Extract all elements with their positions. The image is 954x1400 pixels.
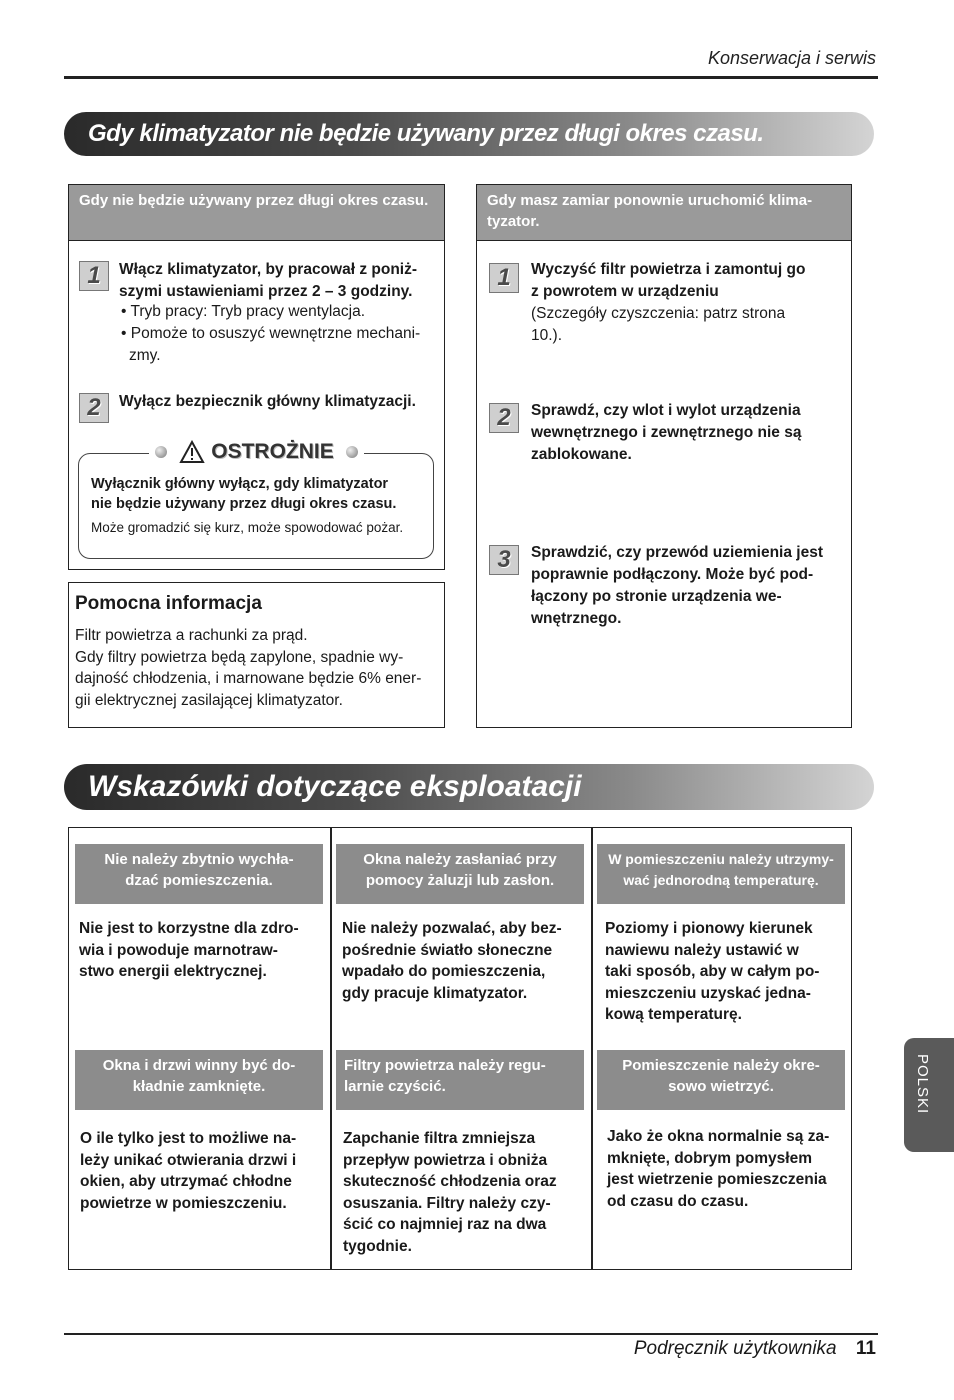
step-title: Sprawdzić, czy przewód uziemienia jest poprawnie podłączony. Może być pod- łączony po stronie urządzenia we- wnętrznego. (531, 544, 824, 627)
tip-text: O ile tylko jest to możliwe na- leży unikać otwierania drzwi i okien, aby utrzymać chłodne powietrze w pomieszczeniu. (80, 1130, 297, 1212)
section2-banner (64, 764, 874, 810)
step-number-badge: 2 (489, 403, 519, 433)
step-number-badge: 2 (79, 393, 109, 423)
restart-box (476, 184, 852, 728)
step-title: Sprawdź, czy wlot i wylot urządzenia wewnętrznego i zewnętrznego nie są zablokowane. (531, 402, 802, 463)
caution-bold-text: Wyłącznik główny wyłącz, gdy klimatyzator nie będzie używany przez długi okres czasu. (91, 476, 397, 512)
caution-dot-icon (346, 446, 358, 458)
tip-heading: Pomieszczenie należy okre- sowo wietrzyć. (597, 1050, 845, 1110)
footer (634, 1338, 876, 1360)
caution-label-group (149, 435, 364, 469)
section-header: Konserwacja i serwis (707, 48, 876, 68)
language-tab (904, 1038, 954, 1152)
info-box (68, 582, 445, 728)
page-number: 11 (855, 1338, 876, 1359)
storage-box (68, 184, 445, 570)
step-bullets: • Tryb pracy: Tryb pracy wentylacja. • Pomoże to osuszyć wewnętrzne mechani- zmy. (121, 303, 421, 364)
step-title: Włącz klimatyzator, by pracował z poniż- szymi ustawieniami przez 2 – 3 godziny. (119, 261, 418, 300)
caution-dot-icon (155, 446, 167, 458)
tip-text: Jako że okna normalnie są za- mknięte, dobrym pomysłem jest wietrzenie pomieszczenia od czasu do czasu. (607, 1128, 830, 1210)
caution-text: Może gromadzić się kurz, może spowodować pożar. (91, 520, 404, 535)
footer-rule (64, 1333, 878, 1335)
tip-heading: W pomieszczeniu należy utrzymy- wać jednorodną temperaturę. (597, 844, 845, 904)
tips-grid (68, 827, 852, 1270)
warning-triangle-icon (179, 440, 205, 464)
section1-title: Gdy klimatyzator nie będzie używany przez długi okres czasu. (88, 120, 764, 147)
step-number-badge: 1 (489, 263, 519, 293)
tips-divider (591, 828, 593, 1269)
tip-heading: Filtry powietrza należy regu- larnie czyścić. (336, 1050, 584, 1110)
tip-text: Nie jest to korzystne dla zdro- wia i powoduje marnotraw- stwo energii elektrycznej. (79, 920, 299, 980)
step-number-badge: 1 (79, 261, 109, 291)
step-number-badge: 3 (489, 545, 519, 575)
tip-text: Poziomy i pionowy kierunek nawiewu należy ustawić w taki sposób, aby w całym po- mieszczeniu uzyskać jedna- kową temperaturę. (605, 920, 820, 1023)
language-tab-label: POLSKI (914, 1054, 931, 1115)
caution-label: OSTROŻNIE (211, 440, 334, 463)
tip-heading: Okna i drzwi winny być do- kładnie zamknięte. (75, 1050, 323, 1110)
step-text: (Szczegóły czyszczenia: patrz strona 10.). (531, 305, 786, 344)
section2-title: Wskazówki dotyczące eksploatacji (88, 770, 582, 803)
tip-heading: Nie należy zbytnio wychła- dzać pomieszczenia. (75, 844, 323, 904)
storage-box-heading: Gdy nie będzie używany przez długi okres czasu. (69, 185, 444, 241)
tip-heading: Okna należy zasłaniać przy pomocy żaluzji lub zasłon. (336, 844, 584, 904)
info-title: Pomocna informacja (75, 593, 262, 614)
tip-text: Zapchanie filtra zmniejsza przepływ powietrza i obniża skuteczność chłodzenia oraz osuszania. Filtry należy czy- ścić co najmniej raz na dwa tygodnie. (343, 1130, 557, 1255)
header-rule (64, 76, 878, 79)
tips-divider (330, 828, 332, 1269)
step-title: Wyczyść filtr powietrza i zamontuj go z powrotem w urządzeniu (531, 261, 806, 300)
step-title: Wyłącz bezpiecznik główny klimatyzacji. (119, 393, 416, 410)
footer-title: Podręcznik użytkownika (633, 1338, 837, 1359)
section1-banner (64, 112, 874, 156)
restart-box-heading: Gdy masz zamiar ponownie uruchomić klima- tyzator. (477, 185, 851, 241)
info-text: Filtr powietrza a rachunki za prąd. Gdy filtry powietrza będą zapylone, spadnie wy- dajność chłodzenia, i marnowane będzie 6% ener- gii elektrycznej zasilającej klimatyzator. (75, 627, 422, 709)
tip-text: Nie należy pozwalać, aby bez- pośrednie światło słoneczne wpadało do pomieszczenia, gdy pracuje klimatyzator. (342, 920, 562, 1002)
